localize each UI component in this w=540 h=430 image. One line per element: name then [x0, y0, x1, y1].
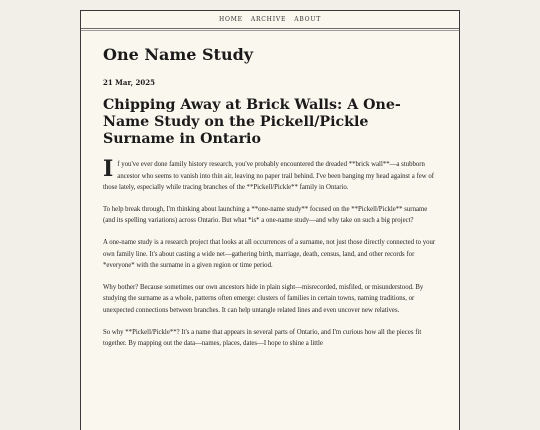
- site-title[interactable]: One Name Study: [103, 45, 254, 64]
- top-nav: [81, 11, 459, 29]
- paragraph-text: f you've ever done family history research, you've probably encountered the dreaded **brick wall**—a stubborn ancestor who seems to vanish into thin air, leaving no paper trail behind. I've been banging my head against a few of those lately, especially while tracing branches of the **Pickell/Pickle** family in Ontario.: [103, 161, 435, 192]
- post-paragraph: A one-name study is a research project that looks at all occurrences of a surname, not just those directly connected to your own family line. It's about casting a wide net—gathering birth, marriage, death, census, land, and other records for *everyone* with the surname in a given region or time period.: [103, 238, 436, 270]
- post-paragraph: Why bother? Because sometimes our own ancestors hide in plain sight—misrecorded, misfiled, or misunderstood. By studying the surname as a whole, patterns often emerge: clusters of families in certain towns, naming traditions, or unexpected connections between branches. It can help untangle related lines and even uncover new relatives.: [103, 283, 424, 314]
- page-container: [80, 10, 460, 430]
- nav-home-link[interactable]: HOME: [218, 16, 243, 23]
- drop-cap: I: [103, 156, 114, 182]
- post-paragraph: To help break through, I'm thinking about launching a **one-name study** focused on the **Pickell/Pickle** surname (and its spelling variations) across Ontario. But what *is* a one-name study—and why take on such a big project?: [103, 205, 428, 225]
- nav-archive-link[interactable]: ARCHIVE: [250, 16, 287, 23]
- post-paragraph: [103, 156, 437, 194]
- nav-divider: [81, 30, 459, 31]
- post-paragraph: So why **Pickell/Pickle**? It's a name that appears in several parts of Ontario, and I'm curious how all the pieces fit together. By mapping out the data—names, places, dates—I hope to shine a little: [103, 328, 422, 348]
- main-content: [103, 45, 437, 360]
- post-title: Chipping Away at Brick Walls: A One-Name Study on the Pickell/Pickle Surname in Ontario: [103, 97, 401, 147]
- nav-about-link[interactable]: ABOUT: [294, 16, 322, 23]
- post-date: 21 Mar, 2025: [103, 78, 155, 87]
